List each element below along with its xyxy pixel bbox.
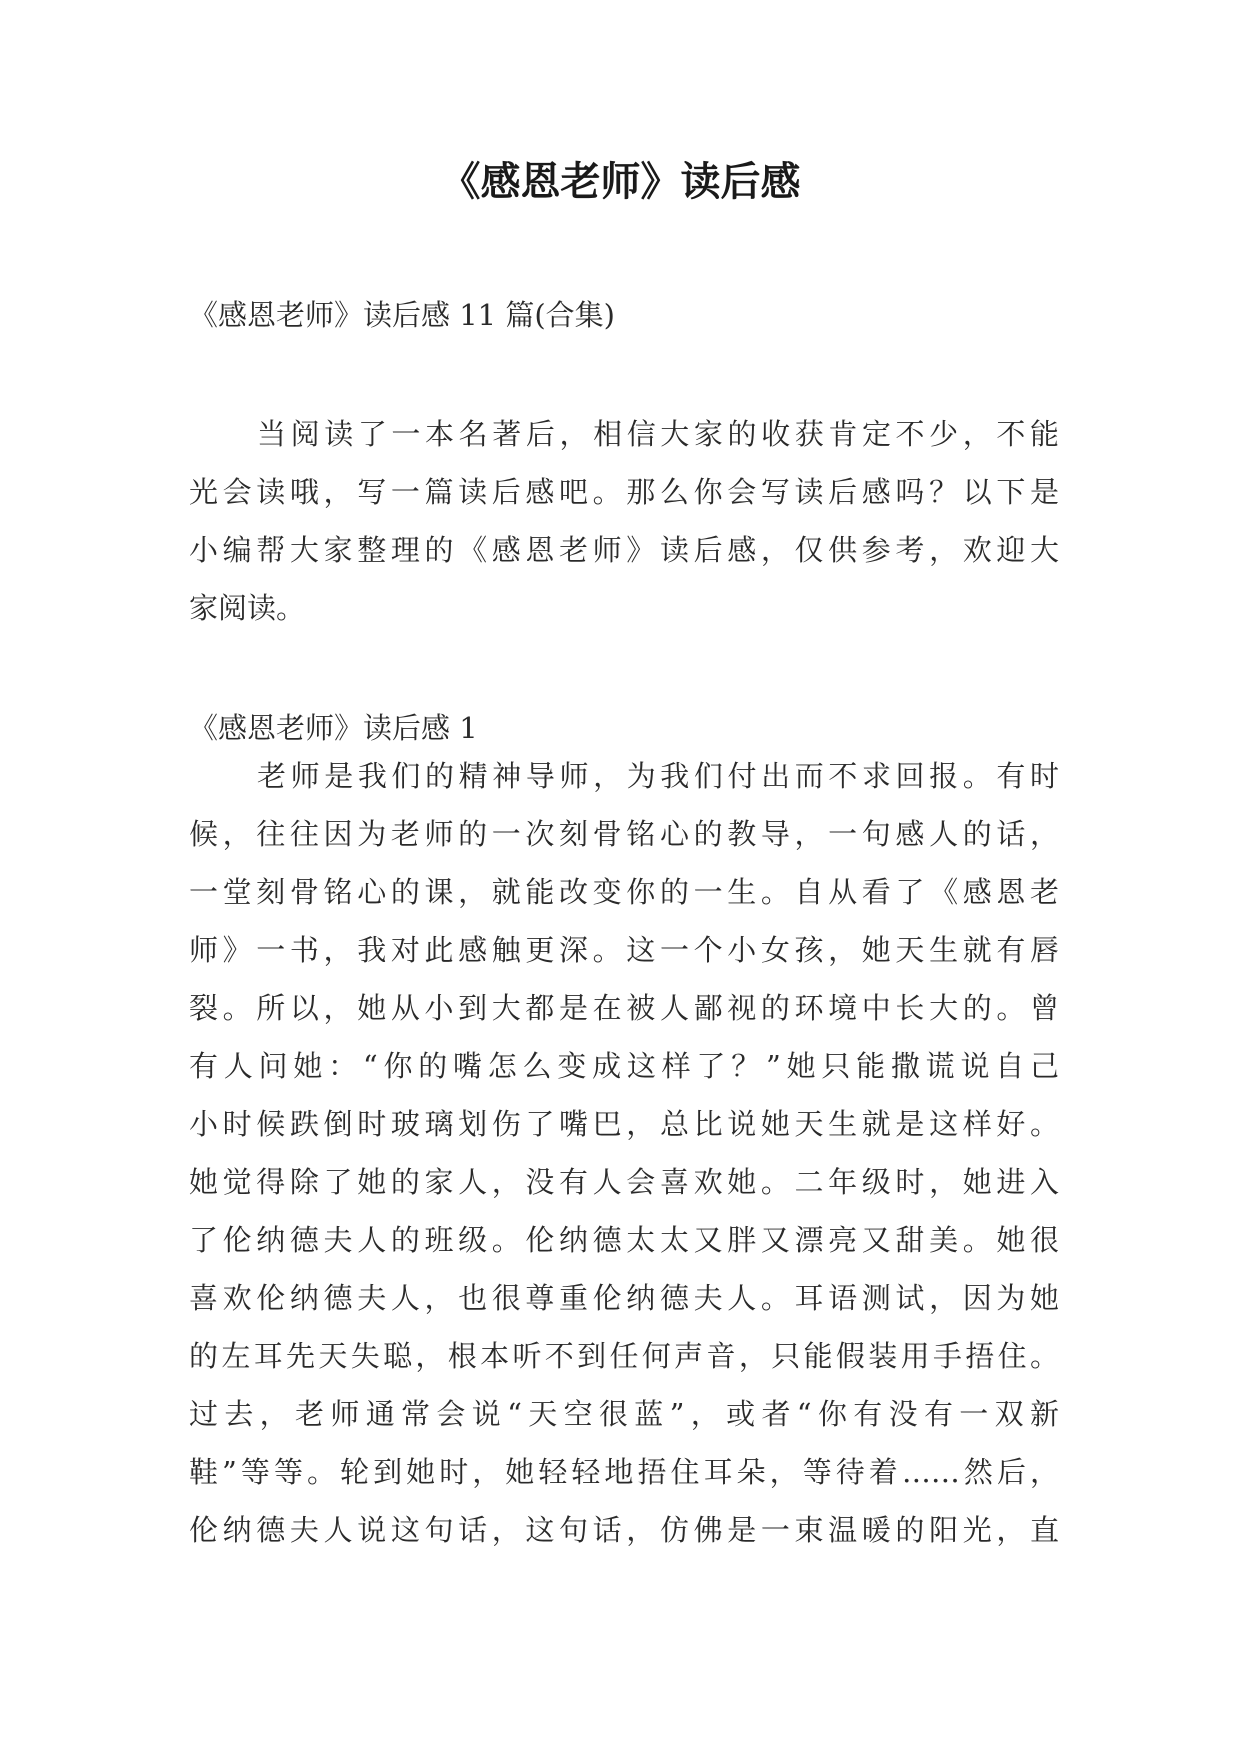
body-line: 鞋”等等。轮到她时，她轻轻地捂住耳朵，等待着……然后，: [189, 1455, 1059, 1489]
body-line: 她觉得除了她的家人，没有人会喜欢她。二年级时，她进入: [189, 1165, 1059, 1199]
body-line: 小时候跌倒时玻璃划伤了嘴巴，总比说她天生就是这样好。: [189, 1107, 1059, 1141]
body-line: 有人问她：“你的嘴怎么变成这样了？”她只能撒谎说自己: [189, 1049, 1059, 1083]
body-line: 一堂刻骨铭心的课，就能改变你的一生。自从看了《感恩老: [189, 875, 1059, 909]
body-line: 裂。所以，她从小到大都是在被人鄙视的环境中长大的。曾: [189, 991, 1059, 1025]
body-line: 师》一书，我对此感触更深。这一个小女孩，她天生就有唇: [189, 933, 1059, 967]
body-line: 伦纳德夫人说这句话，这句话，仿佛是一束温暖的阳光，直: [189, 1513, 1059, 1547]
page-title: 《感恩老师》读后感: [440, 158, 801, 205]
document-subtitle: 《感恩老师》读后感 11 篇(合集): [189, 298, 615, 332]
intro-line: 当阅读了一本名著后，相信大家的收获肯定不少，不能: [257, 417, 1059, 451]
body-line: 过去，老师通常会说“天空很蓝”，或者“你有没有一双新: [189, 1397, 1059, 1431]
body-line: 候，往往因为老师的一次刻骨铭心的教导，一句感人的话，: [189, 817, 1059, 851]
intro-line: 光会读哦，写一篇读后感吧。那么你会写读后感吗？以下是: [189, 475, 1059, 509]
body-line: 的左耳先天失聪，根本听不到任何声音，只能假装用手捂住。: [189, 1339, 1059, 1373]
intro-line: 家阅读。: [189, 591, 306, 625]
body-line: 老师是我们的精神导师，为我们付出而不求回报。有时: [257, 759, 1059, 793]
body-line: 了伦纳德夫人的班级。伦纳德太太又胖又漂亮又甜美。她很: [189, 1223, 1059, 1257]
intro-line: 小编帮大家整理的《感恩老师》读后感，仅供参考，欢迎大: [189, 533, 1059, 567]
intro-paragraph: [189, 405, 1059, 637]
section-heading: 《感恩老师》读后感 1: [189, 711, 478, 745]
body-line: 喜欢伦纳德夫人，也很尊重伦纳德夫人。耳语测试，因为她: [189, 1281, 1059, 1315]
section-1-paragraph: [189, 747, 1059, 1559]
